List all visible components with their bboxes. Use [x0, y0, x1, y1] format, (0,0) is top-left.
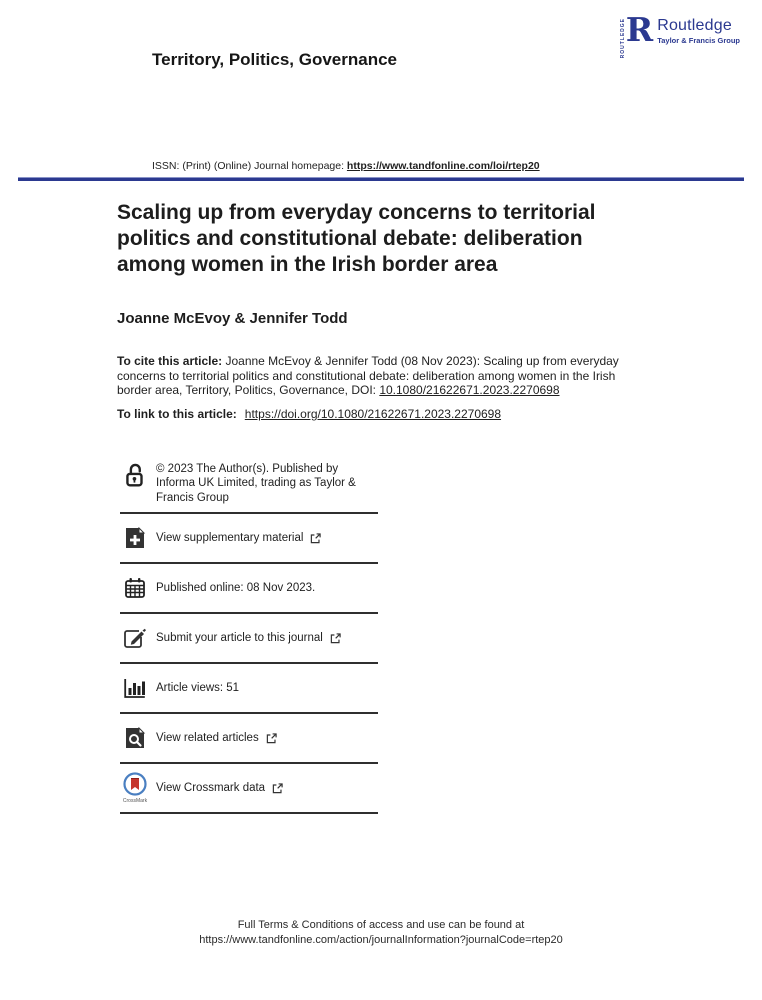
routledge-logo-mark — [619, 10, 654, 59]
routledge-tagline: Taylor & Francis Group — [657, 35, 740, 45]
terms-footer-link[interactable]: https://www.tandfonline.com/action/journalInformation?journalCode=rtep20 — [199, 934, 563, 947]
link-label: To link to this article: — [117, 407, 237, 421]
published-row — [120, 564, 378, 614]
cite-label: To cite this article: — [117, 354, 223, 368]
citation-block — [117, 354, 649, 398]
views-row — [120, 664, 378, 714]
routledge-r-icon: R — [625, 10, 654, 49]
terms-footer — [0, 918, 762, 949]
routledge-vertical-text: ROUTLEDGE — [619, 18, 626, 59]
article-title: Scaling up from everyday concerns to territorial politics and constitutional debate: deliberation among women in the Irish border area — [117, 201, 596, 277]
article-info-list — [120, 458, 378, 814]
supplementary-link-label[interactable]: View supplementary material — [156, 531, 304, 544]
issn-prefix: ISSN: (Print) (Online) Journal homepage: — [152, 160, 347, 172]
doi-url-link[interactable]: https://doi.org/10.1080/21622671.2023.2270698 — [244, 407, 502, 421]
calendar-icon — [120, 577, 150, 599]
crossmark-caption: CrossMark — [122, 798, 148, 804]
copyright-row — [120, 458, 378, 514]
bar-chart-icon — [120, 677, 150, 699]
open-access-icon — [120, 462, 150, 488]
journal-title: Territory, Politics, Governance — [152, 50, 398, 69]
header-divider-rule — [18, 177, 744, 181]
external-link-icon — [330, 633, 341, 644]
supplementary-material-icon — [120, 527, 150, 549]
crossmark-icon — [120, 772, 150, 804]
crossmark-row[interactable] — [120, 764, 378, 814]
submit-row[interactable] — [120, 614, 378, 664]
terms-footer-line1: Full Terms & Conditions of access and use can be found at — [237, 919, 525, 931]
crossmark-link-label[interactable]: View Crossmark data — [156, 781, 266, 794]
journal-homepage-link[interactable]: https://www.tandfonline.com/loi/rtep20 — [346, 160, 540, 172]
external-link-icon — [272, 783, 283, 794]
article-views-text: Article views: 51 — [156, 681, 240, 694]
article-link-line — [117, 407, 501, 421]
external-link-icon — [310, 533, 321, 544]
routledge-logo — [619, 10, 740, 59]
submit-link-label[interactable]: Submit your article to this journal — [156, 631, 323, 644]
routledge-brand-name: Routledge — [657, 17, 732, 34]
external-link-icon — [266, 733, 277, 744]
copyright-text: © 2023 The Author(s). Published by Informa UK Limited, trading as Taylor & Francis Group — [156, 463, 356, 504]
related-articles-icon — [120, 727, 150, 749]
issn-homepage-line — [152, 160, 540, 172]
article-authors: Joanne McEvoy & Jennifer Todd — [117, 310, 348, 327]
supplementary-row[interactable] — [120, 514, 378, 564]
related-link-label[interactable]: View related articles — [156, 731, 259, 744]
cite-doi-link[interactable]: 10.1080/21622671.2023.2270698 — [379, 383, 560, 398]
submit-pencil-icon — [120, 627, 150, 649]
routledge-wordmark — [657, 17, 740, 45]
published-online-text: Published online: 08 Nov 2023. — [156, 581, 316, 594]
cite-text: Joanne McEvoy & Jennifer Todd (08 Nov 2023): Scaling up from everyday concerns to territorial politics and constitutional debate: deliberation among women in the Irish border area, Territory, Politics, Governance, DOI: — [117, 354, 619, 398]
related-row[interactable] — [120, 714, 378, 764]
